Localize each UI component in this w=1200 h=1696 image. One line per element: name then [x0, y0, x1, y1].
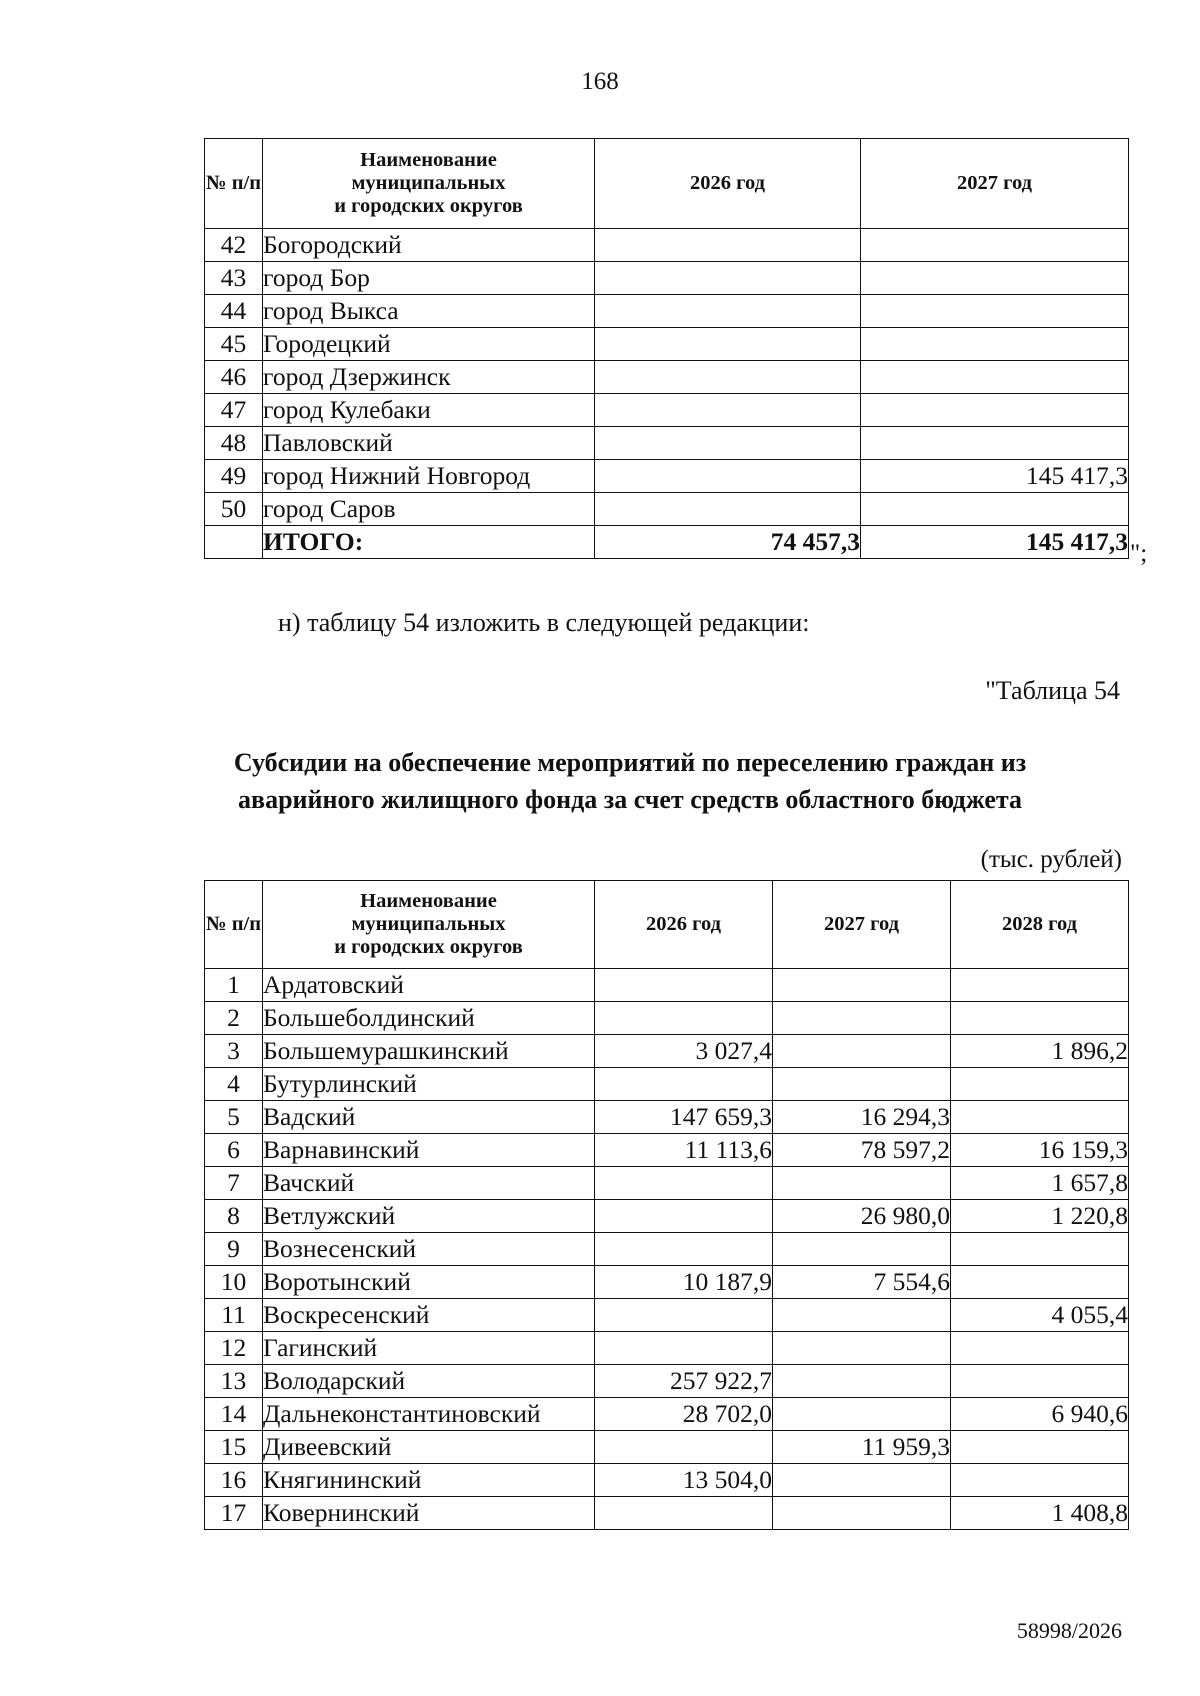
amount-cell: 145 417,3 [861, 460, 1129, 493]
municipality-name: Ветлужский [263, 1200, 595, 1233]
municipality-name: Бутурлинский [263, 1068, 595, 1101]
row-number: 44 [205, 295, 263, 328]
table-row [205, 1035, 1129, 1068]
row-number: 50 [205, 493, 263, 526]
amount-cell [595, 1332, 773, 1365]
municipality-name: Ардатовский [263, 969, 595, 1002]
municipality-name: город Бор [263, 262, 595, 295]
row-number: 43 [205, 262, 263, 295]
row-number: 4 [205, 1068, 263, 1101]
municipality-name: Дивеевский [263, 1431, 595, 1464]
table-row [205, 1233, 1129, 1266]
municipality-name: город Кулебаки [263, 394, 595, 427]
table-row [205, 1464, 1129, 1497]
amount-cell [861, 427, 1129, 460]
municipality-name: Вадский [263, 1101, 595, 1134]
amount-cell [773, 1464, 951, 1497]
amount-cell [595, 262, 861, 295]
table-row [205, 1002, 1129, 1035]
municipality-name: Ковернинский [263, 1497, 595, 1530]
amount-cell [595, 1299, 773, 1332]
amount-cell [861, 361, 1129, 394]
row-number: 13 [205, 1365, 263, 1398]
municipality-name: город Дзержинск [263, 361, 595, 394]
municipality-name: город Выкса [263, 295, 595, 328]
municipality-name: Богородский [263, 229, 595, 262]
amount-cell [595, 969, 773, 1002]
amount-cell: 1 220,8 [951, 1200, 1129, 1233]
row-number: 15 [205, 1431, 263, 1464]
table-caption: "Таблица 54 [985, 676, 1120, 705]
page-number: 168 [581, 68, 619, 95]
amount-cell [861, 328, 1129, 361]
municipality-name: Воскресенский [263, 1299, 595, 1332]
row-number: 11 [205, 1299, 263, 1332]
amount-cell [595, 328, 861, 361]
total-number-cell [205, 526, 263, 559]
amount-cell [595, 361, 861, 394]
amount-cell [773, 1299, 951, 1332]
row-number: 17 [205, 1497, 263, 1530]
table-row [205, 262, 1129, 295]
amount-cell: 6 940,6 [951, 1398, 1129, 1431]
amount-cell [595, 394, 861, 427]
municipality-name: Большемурашкинский [263, 1035, 595, 1068]
amount-cell: 4 055,4 [951, 1299, 1129, 1332]
continuation-table [204, 138, 1129, 559]
amount-cell: 3 027,4 [595, 1035, 773, 1068]
amount-cell: 78 597,2 [773, 1134, 951, 1167]
row-number: 48 [205, 427, 263, 460]
table-row [205, 1068, 1129, 1101]
municipality-name: Вознесенский [263, 1233, 595, 1266]
amount-cell [773, 1035, 951, 1068]
amendment-paragraph: н) таблицу 54 изложить в следующей редакции: [278, 608, 810, 637]
table-row [205, 427, 1129, 460]
amount-cell [595, 1200, 773, 1233]
amount-cell [773, 1167, 951, 1200]
document-code: 58998/2026 [1016, 1618, 1122, 1643]
amount-cell [595, 427, 861, 460]
table-title: Субсидии на обеспечение мероприятий по переселению граждан из аварийного жилищного фонда за счет средств областного бюджета [233, 748, 1027, 814]
amount-cell [595, 460, 861, 493]
table-row [205, 1200, 1129, 1233]
amount-cell [773, 1068, 951, 1101]
amount-cell [595, 1167, 773, 1200]
amount-cell [951, 1431, 1129, 1464]
table-row [205, 1299, 1129, 1332]
amount-cell: 74 457,3 [595, 526, 861, 559]
municipality-name: Павловский [263, 427, 595, 460]
table-row [205, 493, 1129, 526]
amount-cell: 13 504,0 [595, 1464, 773, 1497]
row-number: 5 [205, 1101, 263, 1134]
amount-cell: 7 554,6 [773, 1266, 951, 1299]
row-number: 49 [205, 460, 263, 493]
row-number: 7 [205, 1167, 263, 1200]
header-year-2026: 2026 год [595, 139, 861, 229]
table-row [205, 1398, 1129, 1431]
amount-cell [861, 394, 1129, 427]
amount-cell [951, 1365, 1129, 1398]
municipality-name: город Саров [263, 493, 595, 526]
amount-cell [773, 1233, 951, 1266]
amount-cell [595, 1431, 773, 1464]
table-row [205, 295, 1129, 328]
amount-cell [861, 262, 1129, 295]
amount-cell: 10 187,9 [595, 1266, 773, 1299]
amount-cell [861, 229, 1129, 262]
row-number: 8 [205, 1200, 263, 1233]
header-number: № п/п [205, 881, 263, 969]
table-row [205, 229, 1129, 262]
table-row [205, 1431, 1129, 1464]
table-header-row [205, 139, 1129, 229]
amount-cell: 257 922,7 [595, 1365, 773, 1398]
row-number: 42 [205, 229, 263, 262]
subsidies-table [204, 880, 1129, 1530]
amount-cell [595, 1497, 773, 1530]
amount-cell: 1 408,8 [951, 1497, 1129, 1530]
municipality-name: Большеболдинский [263, 1002, 595, 1035]
municipality-name: Володарский [263, 1365, 595, 1398]
amount-cell: 16 159,3 [951, 1134, 1129, 1167]
amount-cell: 28 702,0 [595, 1398, 773, 1431]
row-number: 9 [205, 1233, 263, 1266]
table-row [205, 460, 1129, 493]
row-number: 47 [205, 394, 263, 427]
amount-cell [595, 1068, 773, 1101]
amount-cell: 11 959,3 [773, 1431, 951, 1464]
amount-cell: 16 294,3 [773, 1101, 951, 1134]
municipality-name: Городецкий [263, 328, 595, 361]
header-year-2026: 2026 год [595, 881, 773, 969]
row-number: 16 [205, 1464, 263, 1497]
row-number: 6 [205, 1134, 263, 1167]
amount-cell [951, 1266, 1129, 1299]
amount-cell [951, 1332, 1129, 1365]
table-row [205, 1167, 1129, 1200]
table-header-row [205, 881, 1129, 969]
amount-cell [951, 969, 1129, 1002]
row-number: 1 [205, 969, 263, 1002]
municipality-name: Княгининский [263, 1464, 595, 1497]
amount-cell: 26 980,0 [773, 1200, 951, 1233]
amount-cell [595, 295, 861, 328]
row-number: 46 [205, 361, 263, 394]
row-number: 3 [205, 1035, 263, 1068]
amount-cell [773, 1365, 951, 1398]
amount-cell: 147 659,3 [595, 1101, 773, 1134]
header-number: № п/п [205, 139, 263, 229]
amount-cell [773, 1497, 951, 1530]
municipality-name: город Нижний Новгород [263, 460, 595, 493]
amount-cell [595, 493, 861, 526]
amount-cell [773, 1332, 951, 1365]
amount-cell [951, 1068, 1129, 1101]
total-label: ИТОГО: [263, 526, 595, 559]
table-row [205, 361, 1129, 394]
table-row [205, 1497, 1129, 1530]
row-number: 14 [205, 1398, 263, 1431]
amount-cell [595, 1002, 773, 1035]
table-row [205, 1266, 1129, 1299]
municipality-name: Гагинский [263, 1332, 595, 1365]
header-year-2027: 2027 год [861, 139, 1129, 229]
amount-cell: 1 657,8 [951, 1167, 1129, 1200]
table-row [205, 969, 1129, 1002]
header-municipality: Наименование муниципальных и городских округов [263, 881, 595, 969]
amount-cell [595, 229, 861, 262]
table-row [205, 1101, 1129, 1134]
row-number: 2 [205, 1002, 263, 1035]
amount-cell: 11 113,6 [595, 1134, 773, 1167]
amount-cell [773, 1002, 951, 1035]
row-number: 12 [205, 1332, 263, 1365]
amount-cell [951, 1233, 1129, 1266]
municipality-name: Вачский [263, 1167, 595, 1200]
amount-cell: 145 417,3 [861, 526, 1129, 559]
total-row [205, 526, 1129, 559]
table-row [205, 1134, 1129, 1167]
row-number: 45 [205, 328, 263, 361]
closing-quote-mark: "; [1130, 540, 1148, 567]
amount-cell [595, 1233, 773, 1266]
table-row [205, 328, 1129, 361]
units-label: (тыс. рублей) [980, 846, 1122, 873]
municipality-name: Дальнеконстантиновский [263, 1398, 595, 1431]
amount-cell [773, 969, 951, 1002]
amount-cell [773, 1398, 951, 1431]
amount-cell [951, 1101, 1129, 1134]
row-number: 10 [205, 1266, 263, 1299]
amount-cell: 1 896,2 [951, 1035, 1129, 1068]
table-row [205, 1332, 1129, 1365]
header-year-2027: 2027 год [773, 881, 951, 969]
amount-cell [861, 493, 1129, 526]
header-municipality: Наименование муниципальных и городских округов [263, 139, 595, 229]
municipality-name: Воротынский [263, 1266, 595, 1299]
amount-cell [951, 1002, 1129, 1035]
table-row [205, 394, 1129, 427]
amount-cell [951, 1464, 1129, 1497]
header-year-2028: 2028 год [951, 881, 1129, 969]
amount-cell [861, 295, 1129, 328]
municipality-name: Варнавинский [263, 1134, 595, 1167]
table-row [205, 1365, 1129, 1398]
